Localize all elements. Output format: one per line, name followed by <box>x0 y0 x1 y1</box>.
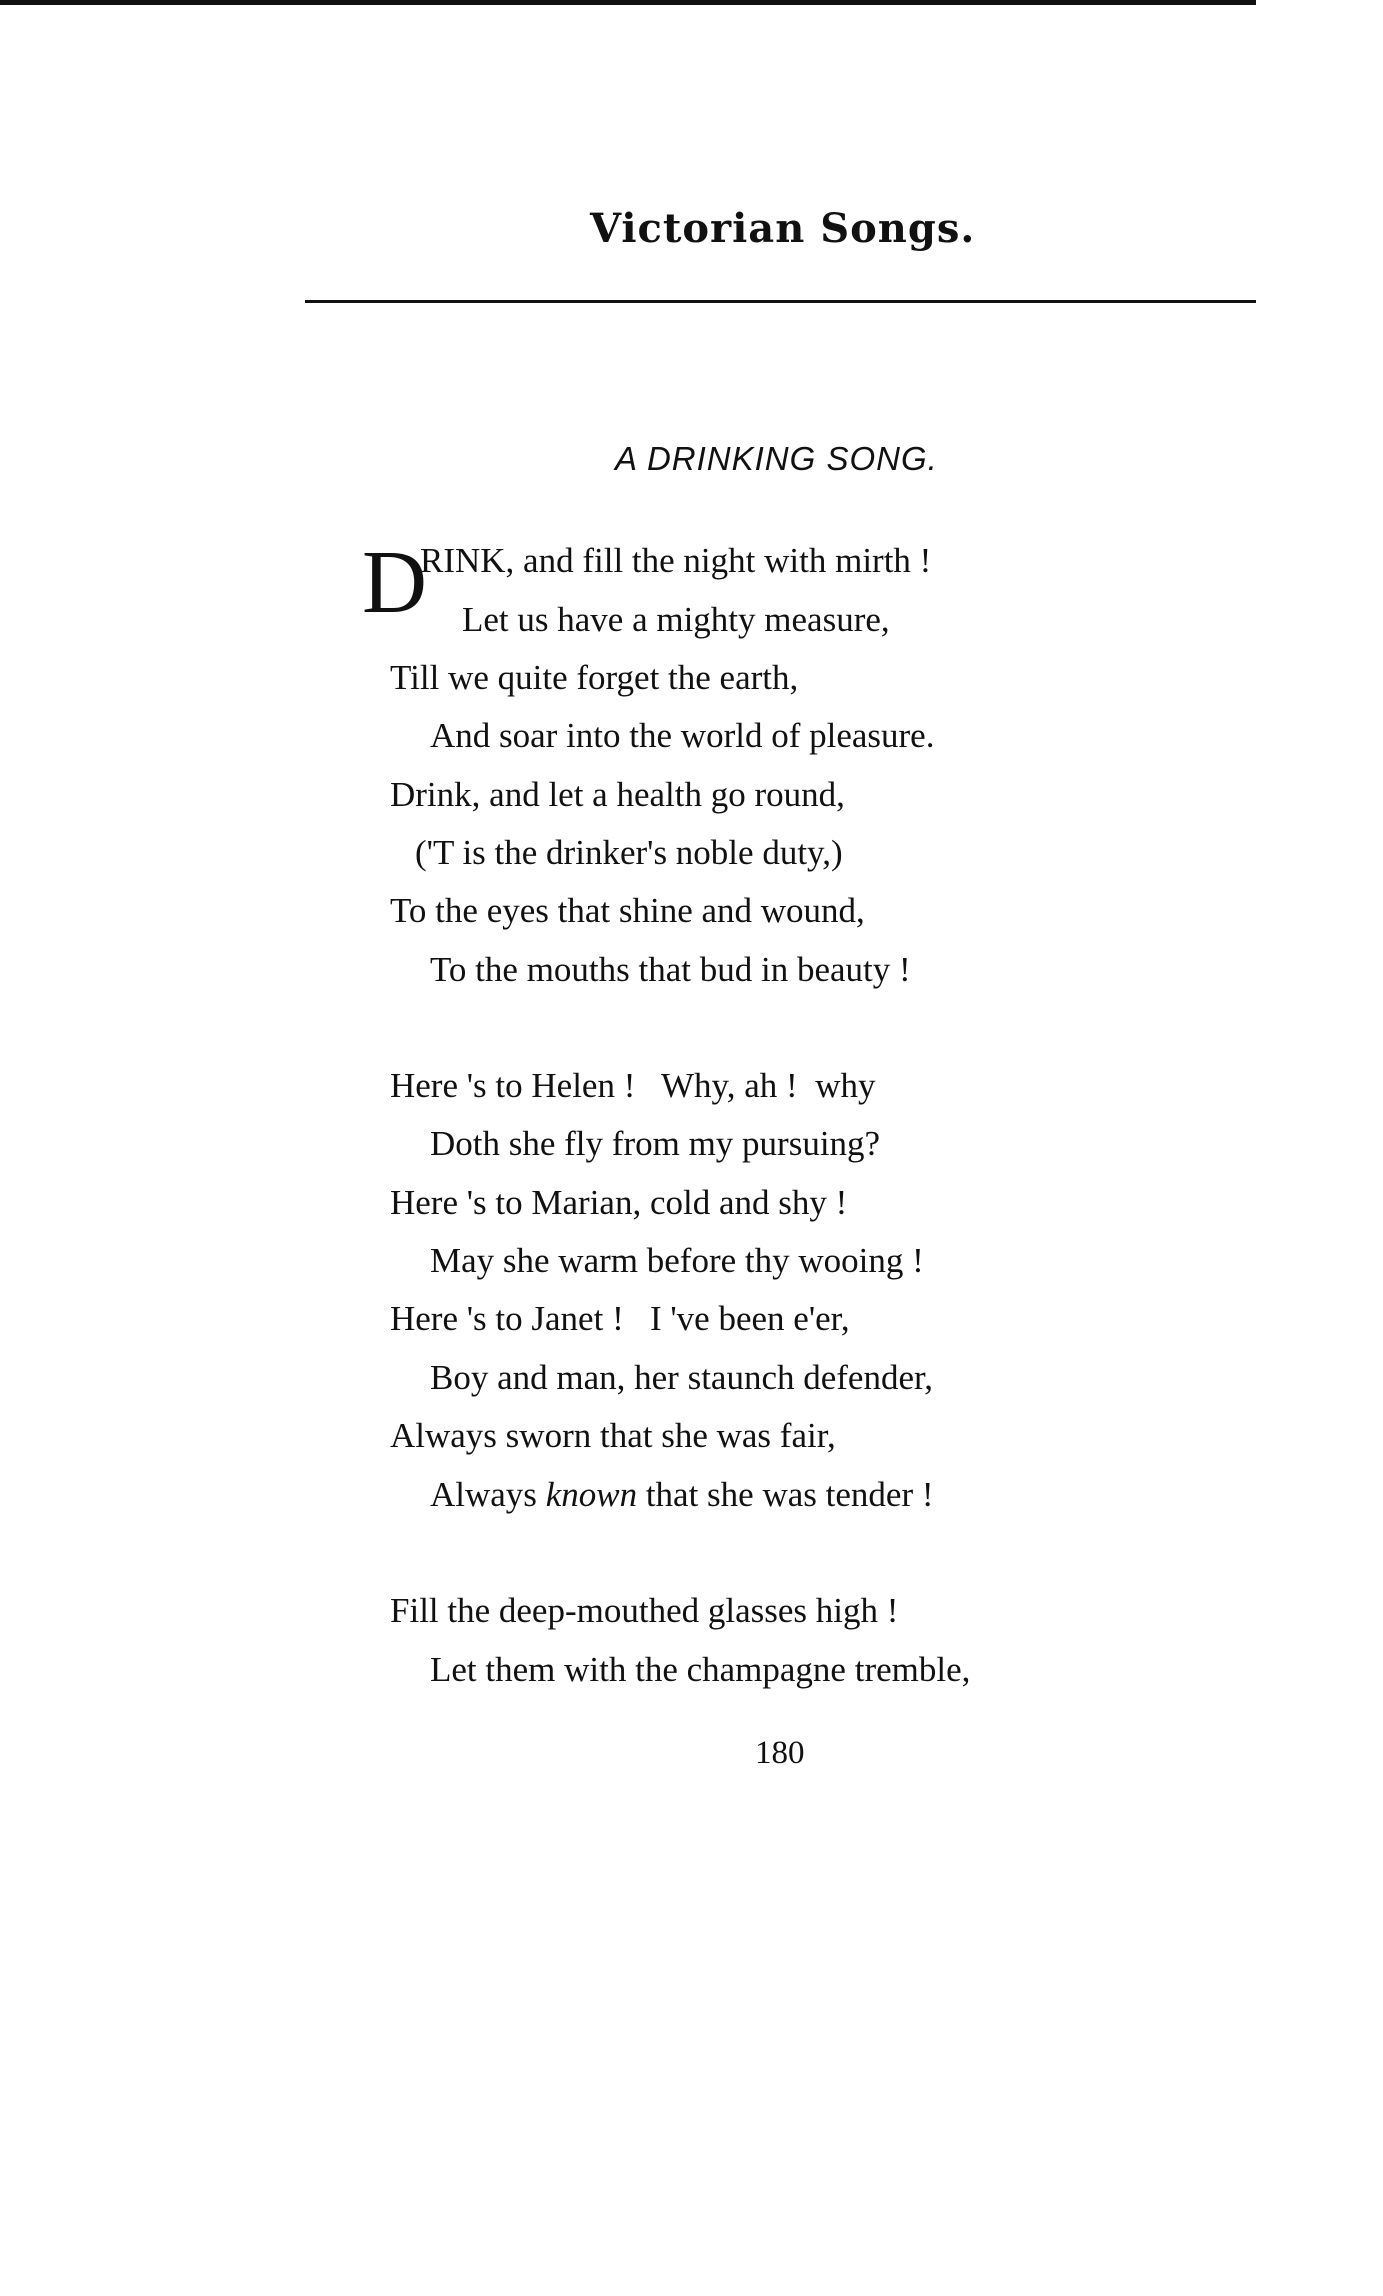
drop-cap: D <box>362 533 427 632</box>
poem-line: To the eyes that shine and wound, <box>390 891 865 930</box>
emphasis-text: known <box>545 1475 638 1514</box>
poem-line: May she warm before thy wooing ! <box>430 1241 924 1280</box>
poem-line: Till we quite forget the earth, <box>390 658 799 697</box>
poem-line: ('T is the drinker's noble duty,) <box>415 833 843 872</box>
line-text: that she was tender ! <box>637 1475 934 1514</box>
poem-line <box>430 1477 934 1512</box>
poem-line: Always sworn that she was fair, <box>390 1416 836 1455</box>
poem-line: Let us have a mighty measure, <box>462 600 890 639</box>
poem-line: Here 's to Marian, cold and shy ! <box>390 1183 848 1222</box>
poem-line: Here 's to Janet ! I 've been e'er, <box>390 1299 850 1338</box>
poem-line: To the mouths that bud in beauty ! <box>430 950 911 989</box>
poem-line: Boy and man, her staunch defender, <box>430 1358 934 1397</box>
page-number: 180 <box>755 1735 805 1771</box>
poem-line: Fill the deep-mouthed glasses high ! <box>390 1591 899 1630</box>
header-rule <box>305 300 1256 303</box>
running-head: Victorian Songs. <box>590 205 976 252</box>
poem-line: Drink, and let a health go round, <box>390 775 845 814</box>
top-rule <box>0 0 1256 5</box>
line-text: Always <box>430 1475 546 1514</box>
poem-title: A DRINKING SONG. <box>615 440 938 477</box>
poem-line: RINK, and fill the night with mirth ! <box>420 541 932 580</box>
poem-line: Let them with the champagne tremble, <box>430 1650 971 1689</box>
poem-line: And soar into the world of pleasure. <box>430 716 935 755</box>
poem-line: Doth she fly from my pursuing? <box>430 1124 881 1163</box>
poem-line: Here 's to Helen ! Why, ah ! why <box>390 1066 876 1105</box>
